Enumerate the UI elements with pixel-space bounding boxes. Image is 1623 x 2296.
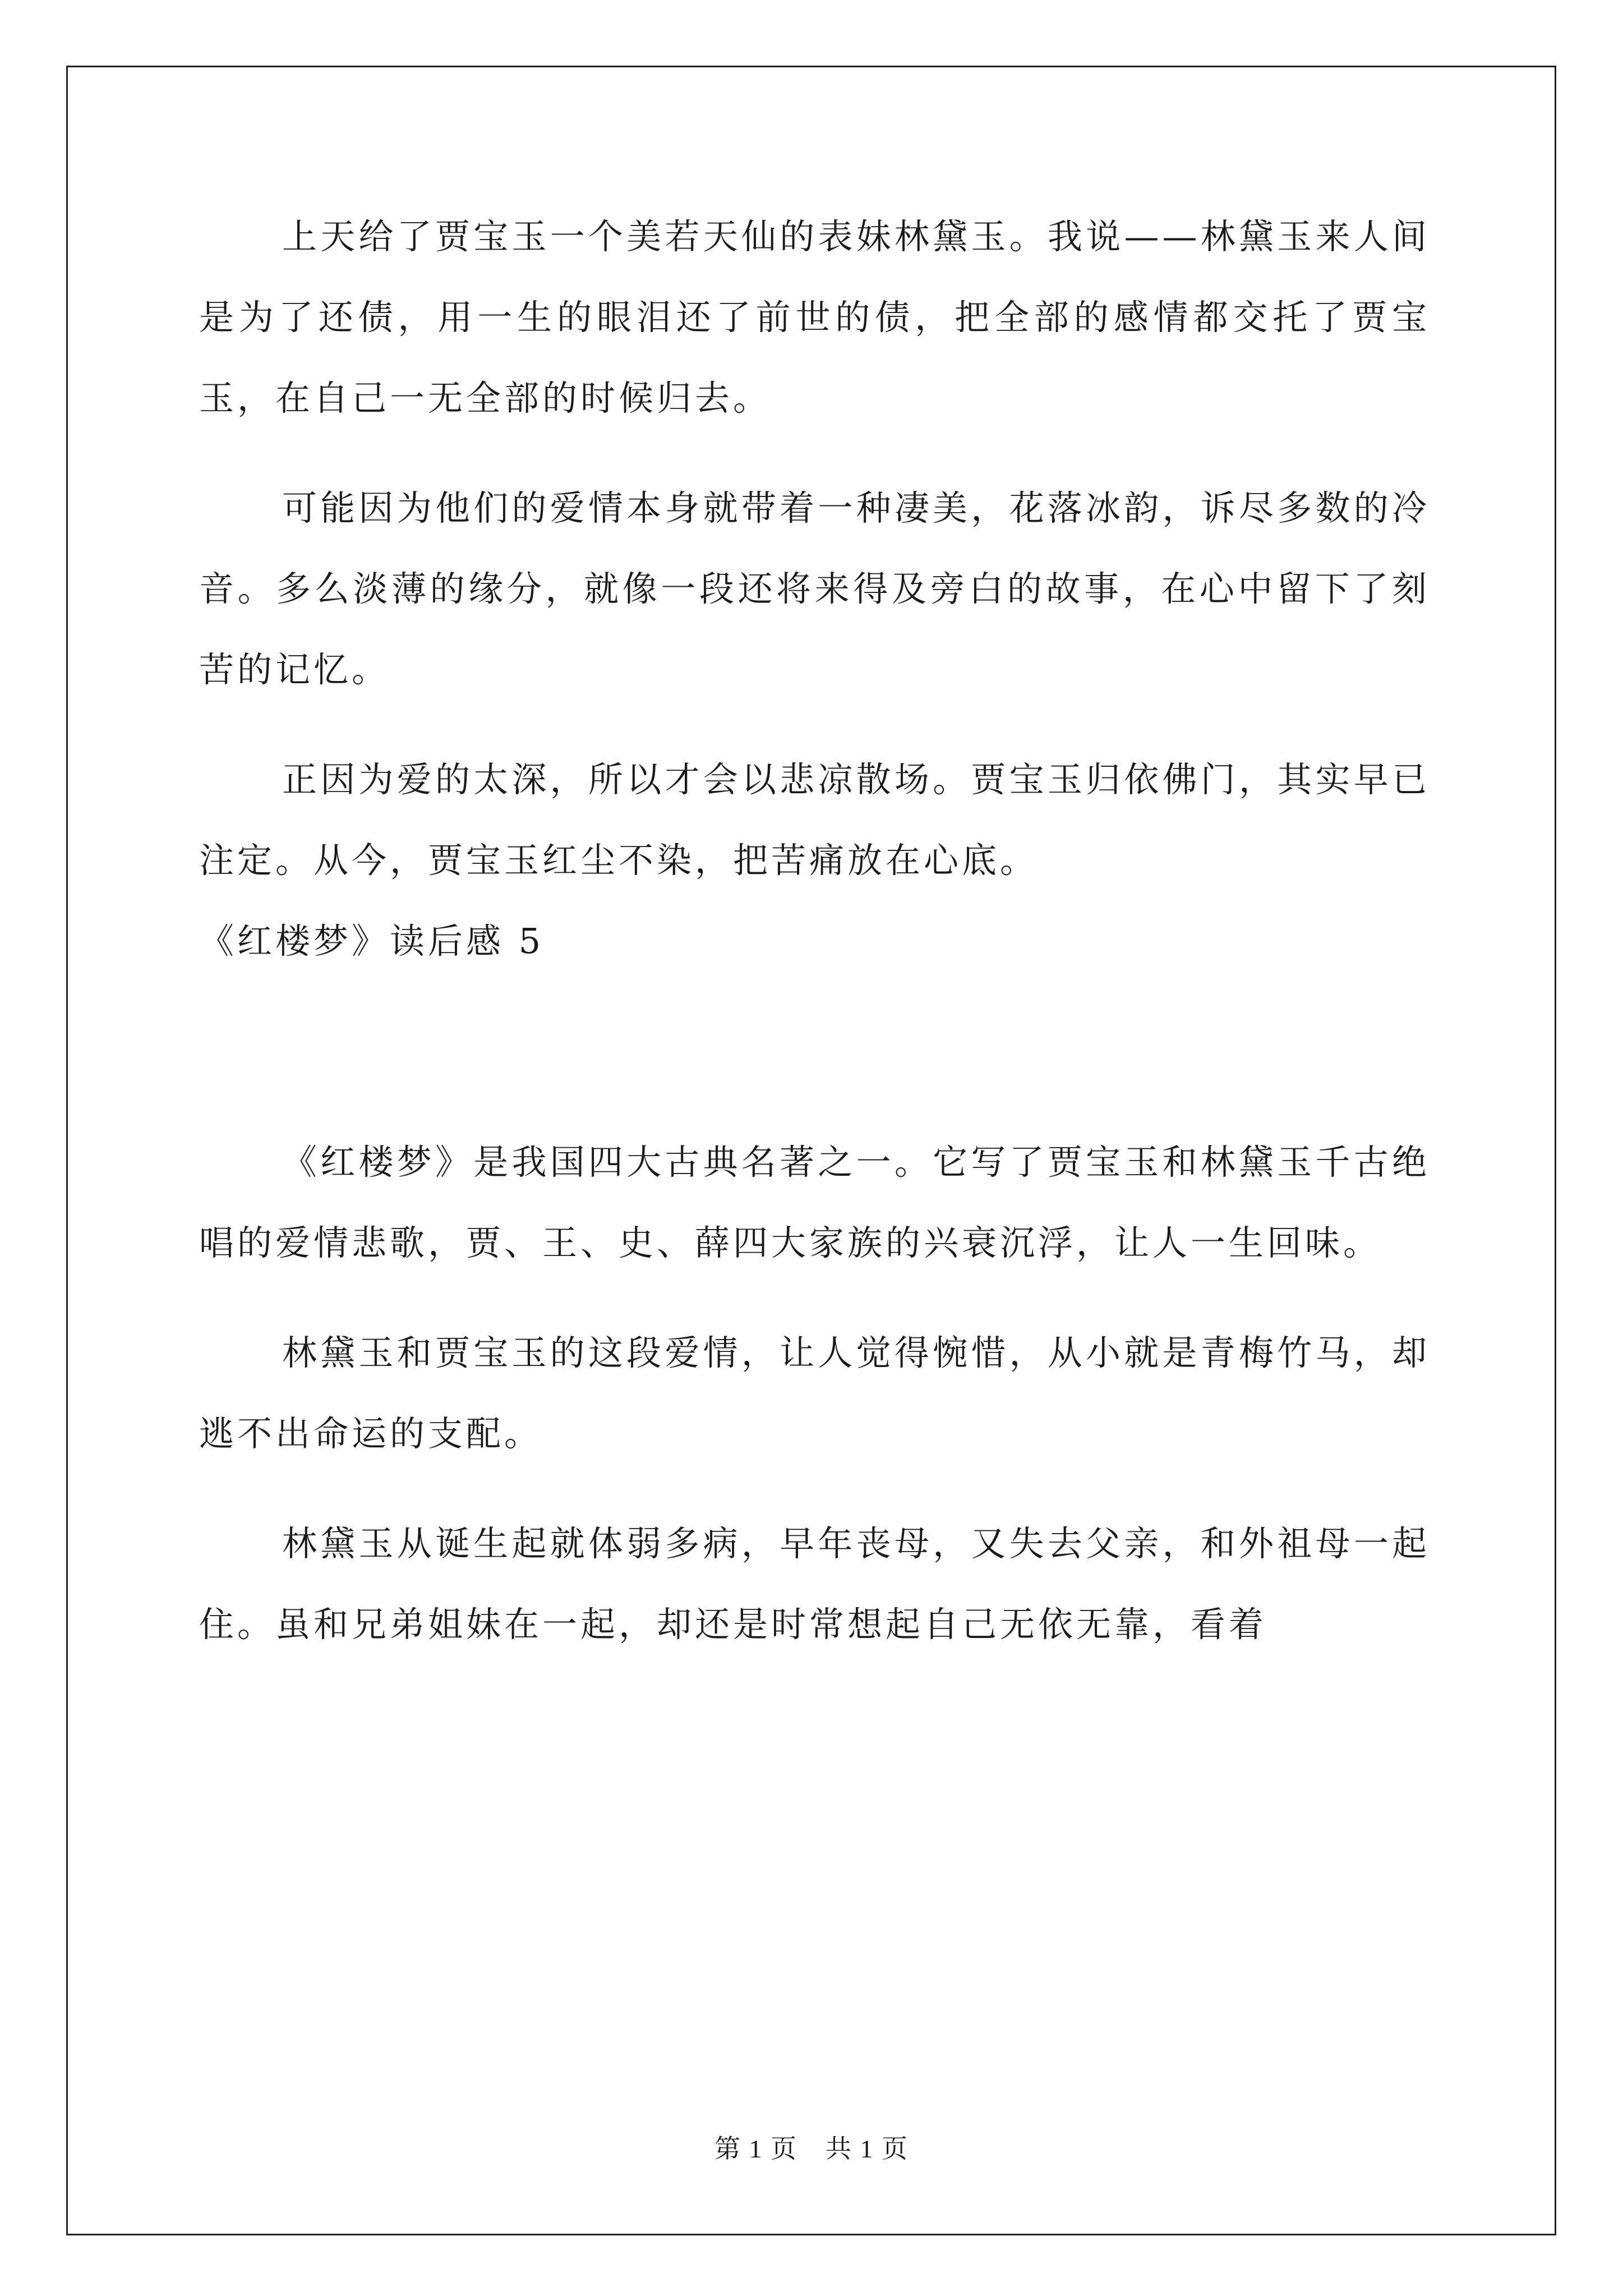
paragraph: 上天给了贾宝玉一个美若天仙的表妹林黛玉。我说——林黛玉来人间是为了还债，用一生的眼泪还了前世的债，把全部的感情都交托了贾宝玉，在自己一无全部的时候归去。 <box>199 216 1430 418</box>
paragraph: 正因为爱的太深，所以才会以悲凉散场。贾宝玉归依佛门，其实早已注定。从今，贾宝玉红尘不染，把苦痛放在心底。 <box>199 759 1430 881</box>
document-body <box>199 196 1430 1694</box>
section-title: 《红楼梦》读后感 5 <box>199 921 545 961</box>
page-footer <box>0 2128 1623 2165</box>
page-total: 共 1 页 <box>826 2134 909 2163</box>
section-spacer <box>199 982 1430 1122</box>
page-number: 第 1 页 <box>714 2134 797 2163</box>
paragraph: 林黛玉和贾宝玉的这段爱情，让人觉得惋惜，从小就是青梅竹马，却逃不出命运的支配。 <box>199 1332 1430 1454</box>
paragraph: 可能因为他们的爱情本身就带着一种凄美，花落冰韵，诉尽多数的冷音。多么淡薄的缘分，就像一段还将来得及旁白的故事，在心中留下了刻苦的记忆。 <box>199 487 1430 690</box>
paragraph: 《红楼梦》是我国四大古典名著之一。它写了贾宝玉和林黛玉千古绝唱的爱情悲歌，贾、王、史、薛四大家族的兴衰沉浮，让人一生回味。 <box>199 1142 1430 1263</box>
paragraph: 林黛玉从诞生起就体弱多病，早年丧母，又失去父亲，和外祖母一起住。虽和兄弟姐妹在一起，却还是时常想起自己无依无靠，看着 <box>199 1523 1430 1645</box>
